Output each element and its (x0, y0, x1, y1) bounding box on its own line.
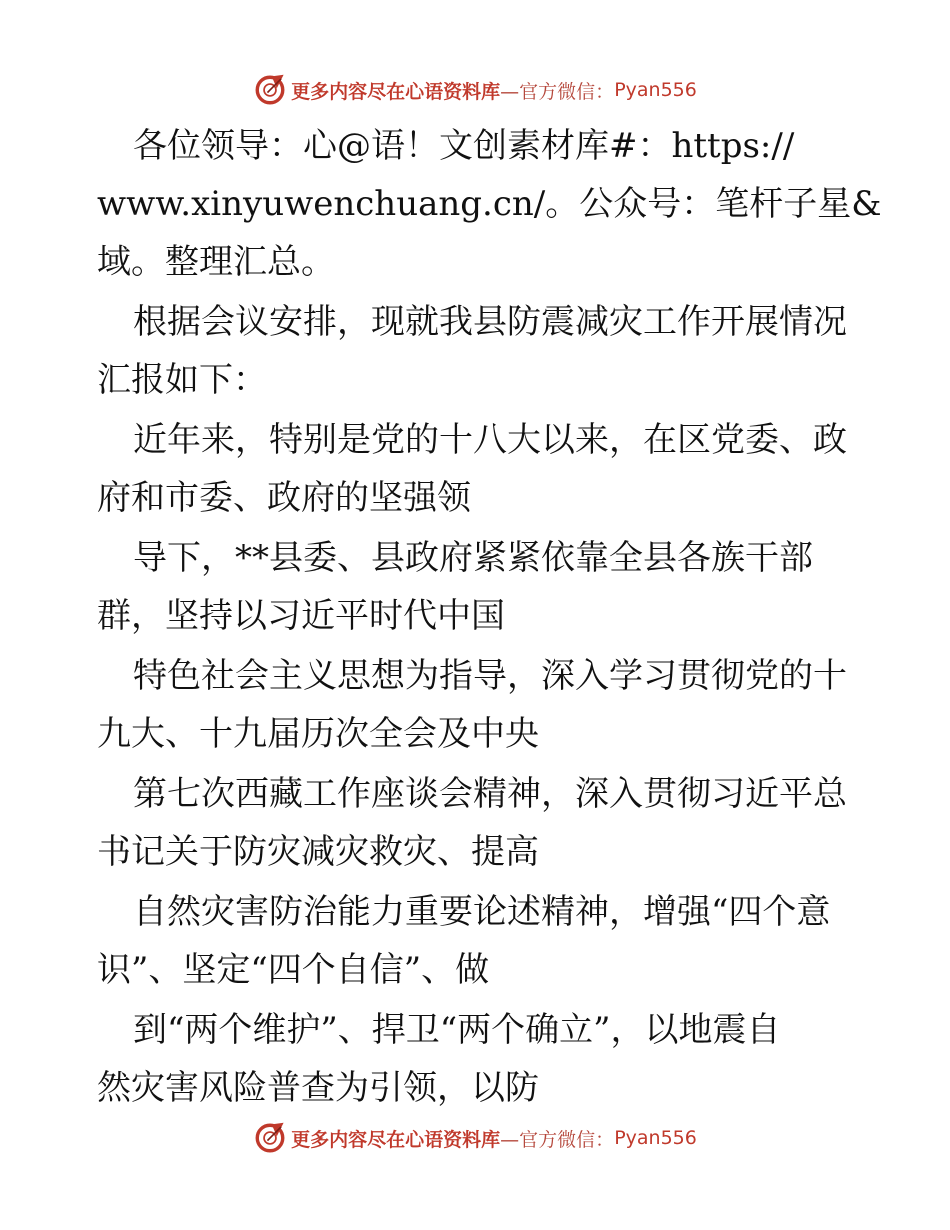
quill-circle-logo-icon (253, 1121, 287, 1155)
text-line: 然灾害风险普查为引领，以防 (97, 1068, 539, 1108)
text-line: 自然灾害防治能力重要论述精神，增强“四个意 (133, 892, 831, 932)
header-watermark-banner (0, 70, 950, 110)
header-banner-text: 更多内容尽在心语资料库 (291, 80, 501, 103)
text-line: 根据会议安排，现就我县防震减灾工作开展情况 (133, 302, 847, 342)
text-line: 府和市委、政府的坚强领 (97, 478, 471, 518)
text-line: 特色社会主义思想为指导，深入学习贯彻党的十 (133, 656, 847, 696)
text-line: 识”、坚定“四个自信”、做 (97, 950, 490, 990)
header-banner-handle: Pyan556 (614, 79, 697, 101)
text-line: 各位领导：心@语！文创素材库#：https:// (133, 126, 795, 166)
text-line: 域。整理汇总。 (97, 242, 335, 282)
text-line: 汇报如下： (97, 360, 267, 400)
text-line: 到“两个维护”、捍卫“两个确立”，以地震自 (133, 1010, 781, 1050)
footer-banner-separator: —官方微信： (500, 1128, 615, 1151)
text-line: 近年来，特别是党的十八大以来，在区党委、政 (133, 420, 847, 460)
text-line: www.xinyuwenchuang.cn/。公众号：笔杆子星& (97, 184, 882, 224)
text-line: 书记关于防灾减灾救灾、提高 (97, 832, 539, 872)
footer-watermark-banner (0, 1118, 950, 1158)
text-line: 群，坚持以习近平时代中国 (97, 596, 505, 636)
quill-circle-logo-icon (253, 73, 287, 107)
footer-banner-handle: Pyan556 (614, 1127, 697, 1149)
header-banner-separator: —官方微信： (500, 80, 615, 103)
text-line: 第七次西藏工作座谈会精神，深入贯彻习近平总 (133, 774, 847, 814)
footer-banner-text: 更多内容尽在心语资料库 (291, 1128, 501, 1151)
text-line: 九大、十九届历次全会及中央 (97, 714, 539, 754)
text-line: 导下，**县委、县政府紧紧依靠全县各族干部 (133, 538, 813, 578)
